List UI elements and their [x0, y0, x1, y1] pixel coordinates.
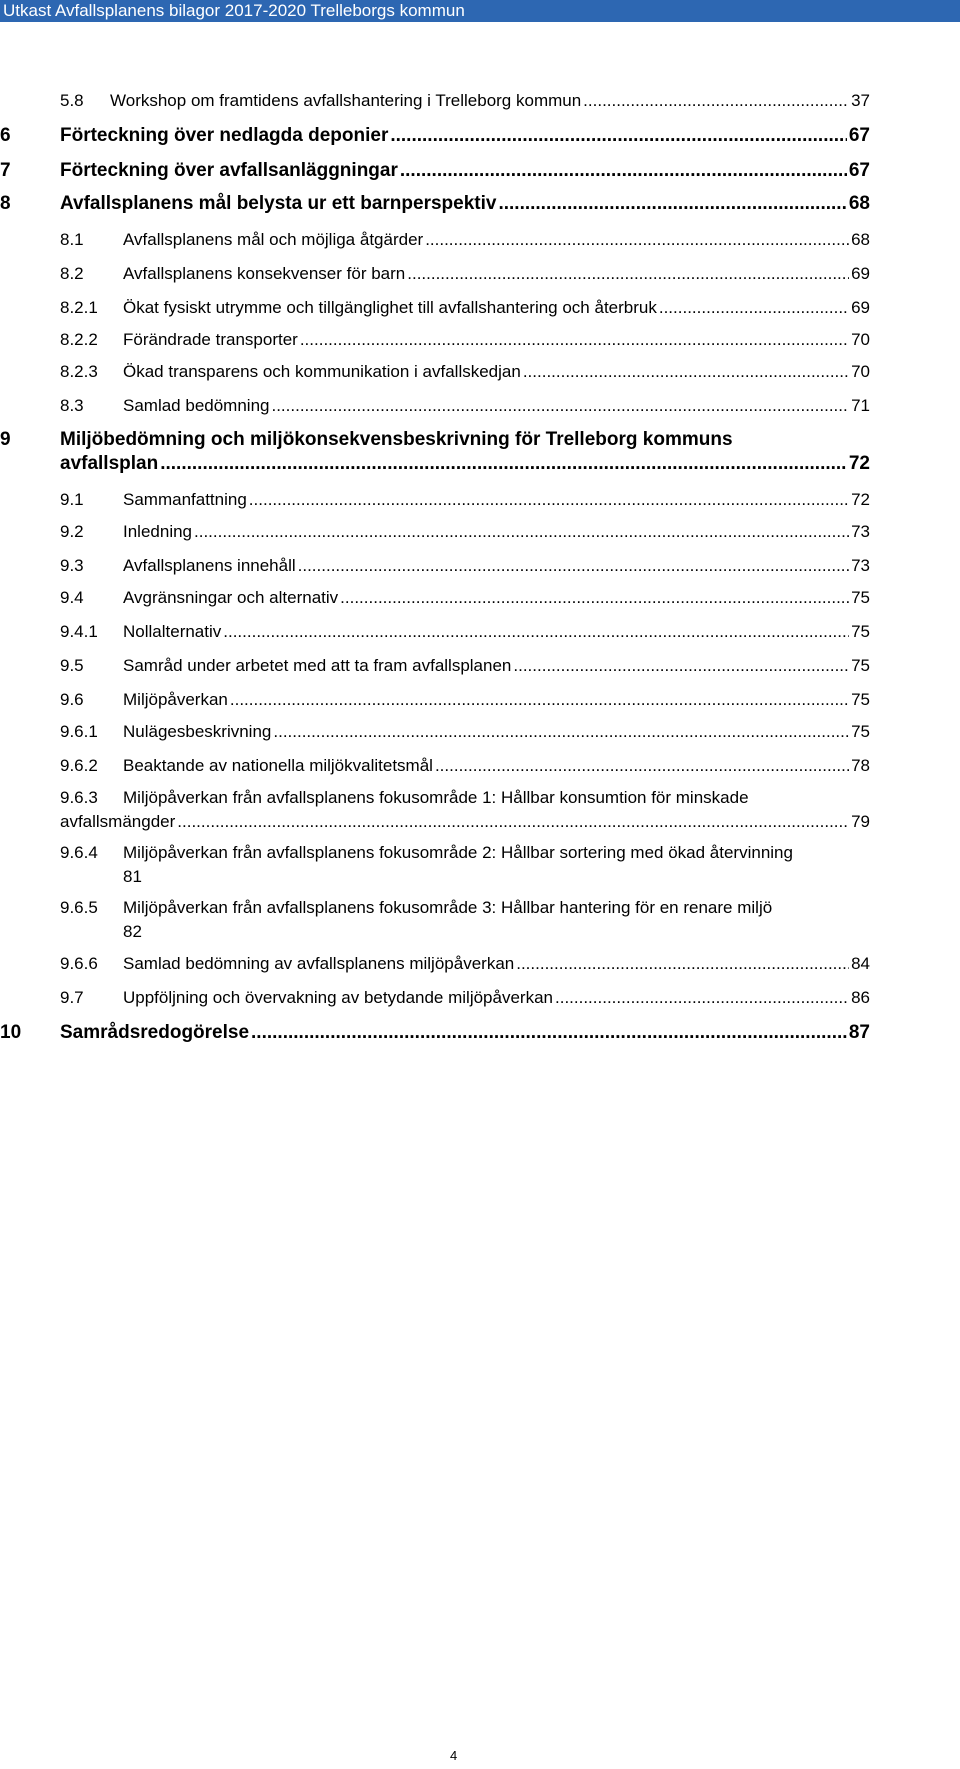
toc-entry-8-2-1[interactable]: [60, 297, 870, 319]
toc-page: 81: [123, 867, 142, 886]
toc-number: 9.6.1: [60, 722, 98, 741]
toc-number: 9.6.5: [60, 898, 98, 917]
toc-title-continued: avfallsmängder: [60, 812, 176, 831]
toc-page: 68: [848, 193, 870, 214]
toc-number: 9.6.4: [60, 843, 98, 862]
toc-number: 6: [0, 125, 11, 146]
toc-entry-9-6-6[interactable]: [60, 953, 870, 975]
toc-leader: [516, 953, 849, 975]
toc-leader: [513, 655, 849, 677]
toc-page: 87: [848, 1022, 870, 1043]
toc-page: 75: [851, 622, 870, 641]
toc-title: Uppföljning och övervakning av betydande miljöpåverkan: [123, 988, 553, 1007]
toc-title: Avfallsplanens mål och möjliga åtgärder: [123, 230, 424, 249]
toc-entry-8-2-2[interactable]: [60, 329, 870, 351]
toc-page: 82: [123, 922, 142, 941]
toc-title: Samlad bedömning: [123, 396, 270, 415]
toc-leader: [498, 193, 846, 215]
toc-page: 75: [851, 588, 870, 607]
toc-title: Förteckning över nedlagda deponier: [60, 125, 389, 146]
toc-entry-8-1[interactable]: [60, 229, 870, 251]
toc-leader: [160, 453, 847, 475]
toc-entry-9-2[interactable]: [60, 521, 870, 543]
toc-leader: [271, 395, 849, 417]
toc-number: 9.6.6: [60, 954, 98, 973]
toc-leader: [555, 987, 849, 1009]
toc-leader: [425, 229, 849, 251]
toc-entry-9-4-1[interactable]: [60, 621, 870, 643]
toc-number: 9.4.1: [60, 622, 98, 641]
toc-entry-9-7[interactable]: [60, 987, 870, 1009]
toc-page: 86: [851, 988, 870, 1007]
toc-number: 8.2.1: [60, 298, 98, 317]
toc-title: Miljöbedömning och miljökonsekvensbeskrivning för Trelleborg kommuns: [60, 429, 733, 450]
toc-entry-9-5[interactable]: [60, 655, 870, 677]
toc-title: Avfallsplanens mål belysta ur ett barnperspektiv: [60, 193, 497, 214]
toc-page: 75: [851, 656, 870, 675]
toc-page: 37: [851, 91, 870, 110]
toc-page: 73: [851, 556, 870, 575]
toc-title: Samråd under arbetet med att ta fram avfallsplanen: [123, 656, 512, 675]
toc-number: 8.2.3: [60, 362, 98, 381]
toc-leader: [407, 263, 849, 285]
toc-page: 79: [851, 812, 870, 831]
toc-title: Avgränsningar och alternativ: [123, 588, 339, 607]
toc-number: 9.3: [60, 556, 84, 575]
toc-entry-10[interactable]: [0, 1022, 870, 1044]
toc-leader: [300, 329, 849, 351]
toc-entry-5-8[interactable]: [60, 90, 870, 112]
toc-page: 69: [851, 298, 870, 317]
toc-title: Ökat fysiskt utrymme och tillgänglighet till avfallshantering och återbruk: [123, 298, 657, 317]
toc-number: 9.6.2: [60, 756, 98, 775]
toc-page: 70: [851, 330, 870, 349]
toc-title: Ökad transparens och kommunikation i avfallskedjan: [123, 362, 521, 381]
toc-leader: [390, 125, 847, 147]
toc-leader: [400, 160, 847, 182]
toc-number: 9.7: [60, 988, 84, 1007]
toc-entry-9-1[interactable]: [60, 489, 870, 511]
toc-leader: [177, 811, 849, 833]
toc-title: Sammanfattning: [123, 490, 247, 509]
toc-title: Samlad bedömning av avfallsplanens miljöpåverkan: [123, 954, 515, 973]
toc-number: 8.2: [60, 264, 84, 283]
toc-page: 72: [848, 453, 870, 474]
toc-number: 8.3: [60, 396, 84, 415]
toc-entry-9-6-1[interactable]: [60, 721, 870, 743]
toc-title: Inledning: [123, 522, 193, 541]
toc-leader: [340, 587, 849, 609]
toc-leader: [194, 521, 849, 543]
toc-entry-8[interactable]: [0, 193, 870, 215]
toc-entry-9-6-4[interactable]: [60, 842, 793, 888]
toc-page: 70: [851, 362, 870, 381]
toc-title: Workshop om framtidens avfallshantering i Trelleborg kommun: [110, 91, 582, 110]
page-number: 4: [450, 1748, 458, 1763]
toc-entry-7[interactable]: [0, 160, 870, 182]
toc-number: 8: [0, 193, 11, 214]
toc-number: 9.4: [60, 588, 84, 607]
toc-leader: [273, 721, 849, 743]
toc-leader: [230, 689, 849, 711]
toc-page: 68: [851, 230, 870, 249]
document-header-title: Utkast Avfallsplanens bilagor 2017-2020 Trelleborgs kommun: [3, 1, 465, 20]
toc-leader: [659, 297, 849, 319]
toc-number: 8.1: [60, 230, 84, 249]
toc-number: 7: [0, 160, 11, 181]
toc-leader: [523, 361, 849, 383]
toc-number: 5.8: [60, 91, 84, 110]
toc-leader: [223, 621, 849, 643]
toc-entry-8-2[interactable]: [60, 263, 870, 285]
toc-number: 8.2.2: [60, 330, 98, 349]
toc-leader: [249, 489, 849, 511]
toc-page: 67: [848, 125, 870, 146]
toc-entry-8-2-3[interactable]: [60, 361, 870, 383]
toc-title: Miljöpåverkan från avfallsplanens fokusområde 1: Hållbar konsumtion för minskade: [123, 788, 749, 807]
toc-entry-9-3[interactable]: [60, 555, 870, 577]
document-header: [0, 0, 960, 22]
toc-page: 67: [848, 160, 870, 181]
toc-title: Miljöpåverkan: [123, 690, 228, 709]
toc-entry-8-3[interactable]: [60, 395, 870, 417]
toc-entry-6[interactable]: [0, 125, 870, 147]
toc-title: Nulägesbeskrivning: [123, 722, 272, 741]
toc-page: 71: [851, 396, 870, 415]
toc-title: Förteckning över avfallsanläggningar: [60, 160, 398, 181]
toc-page: 75: [851, 722, 870, 741]
toc-entry-9[interactable]: [0, 429, 870, 475]
toc-page: 72: [851, 490, 870, 509]
toc-title: Avfallsplanens konsekvenser för barn: [123, 264, 406, 283]
toc-title: Förändrade transporter: [123, 330, 298, 349]
toc-leader: [435, 755, 849, 777]
toc-leader: [583, 90, 849, 112]
toc-number: 9.6: [60, 690, 84, 709]
toc-page: 73: [851, 522, 870, 541]
toc-title: Avfallsplanens innehåll: [123, 556, 296, 575]
toc-leader: [251, 1022, 847, 1044]
toc-number: 9.1: [60, 490, 84, 509]
toc-page: 69: [851, 264, 870, 283]
toc-title: Miljöpåverkan från avfallsplanens fokusområde 3: Hållbar hantering för en renare miljö: [123, 898, 773, 917]
toc-entry-9-6-5[interactable]: [60, 897, 772, 943]
toc-title: Beaktande av nationella miljökvalitetsmål: [123, 756, 433, 775]
toc-number: 9.6.3: [60, 788, 98, 807]
toc-number: 9.5: [60, 656, 84, 675]
toc-entry-9-6[interactable]: [60, 689, 870, 711]
toc-title: Miljöpåverkan från avfallsplanens fokusområde 2: Hållbar sortering med ökad återvinning: [123, 843, 793, 862]
toc-number: 10: [0, 1022, 22, 1043]
toc-leader: [298, 555, 849, 577]
toc-page: 84: [851, 954, 870, 973]
toc-entry-9-6-3[interactable]: [60, 787, 870, 833]
toc-title-continued: avfallsplan: [60, 453, 159, 474]
toc-entry-9-6-2[interactable]: [60, 755, 870, 777]
toc-title: Nollalternativ: [123, 622, 222, 641]
toc-page: 75: [851, 690, 870, 709]
toc-page: 78: [851, 756, 870, 775]
toc-title: Samrådsredogörelse: [60, 1022, 250, 1043]
toc-entry-9-4[interactable]: [60, 587, 870, 609]
toc-number: 9.2: [60, 522, 84, 541]
toc-number: 9: [0, 429, 11, 450]
